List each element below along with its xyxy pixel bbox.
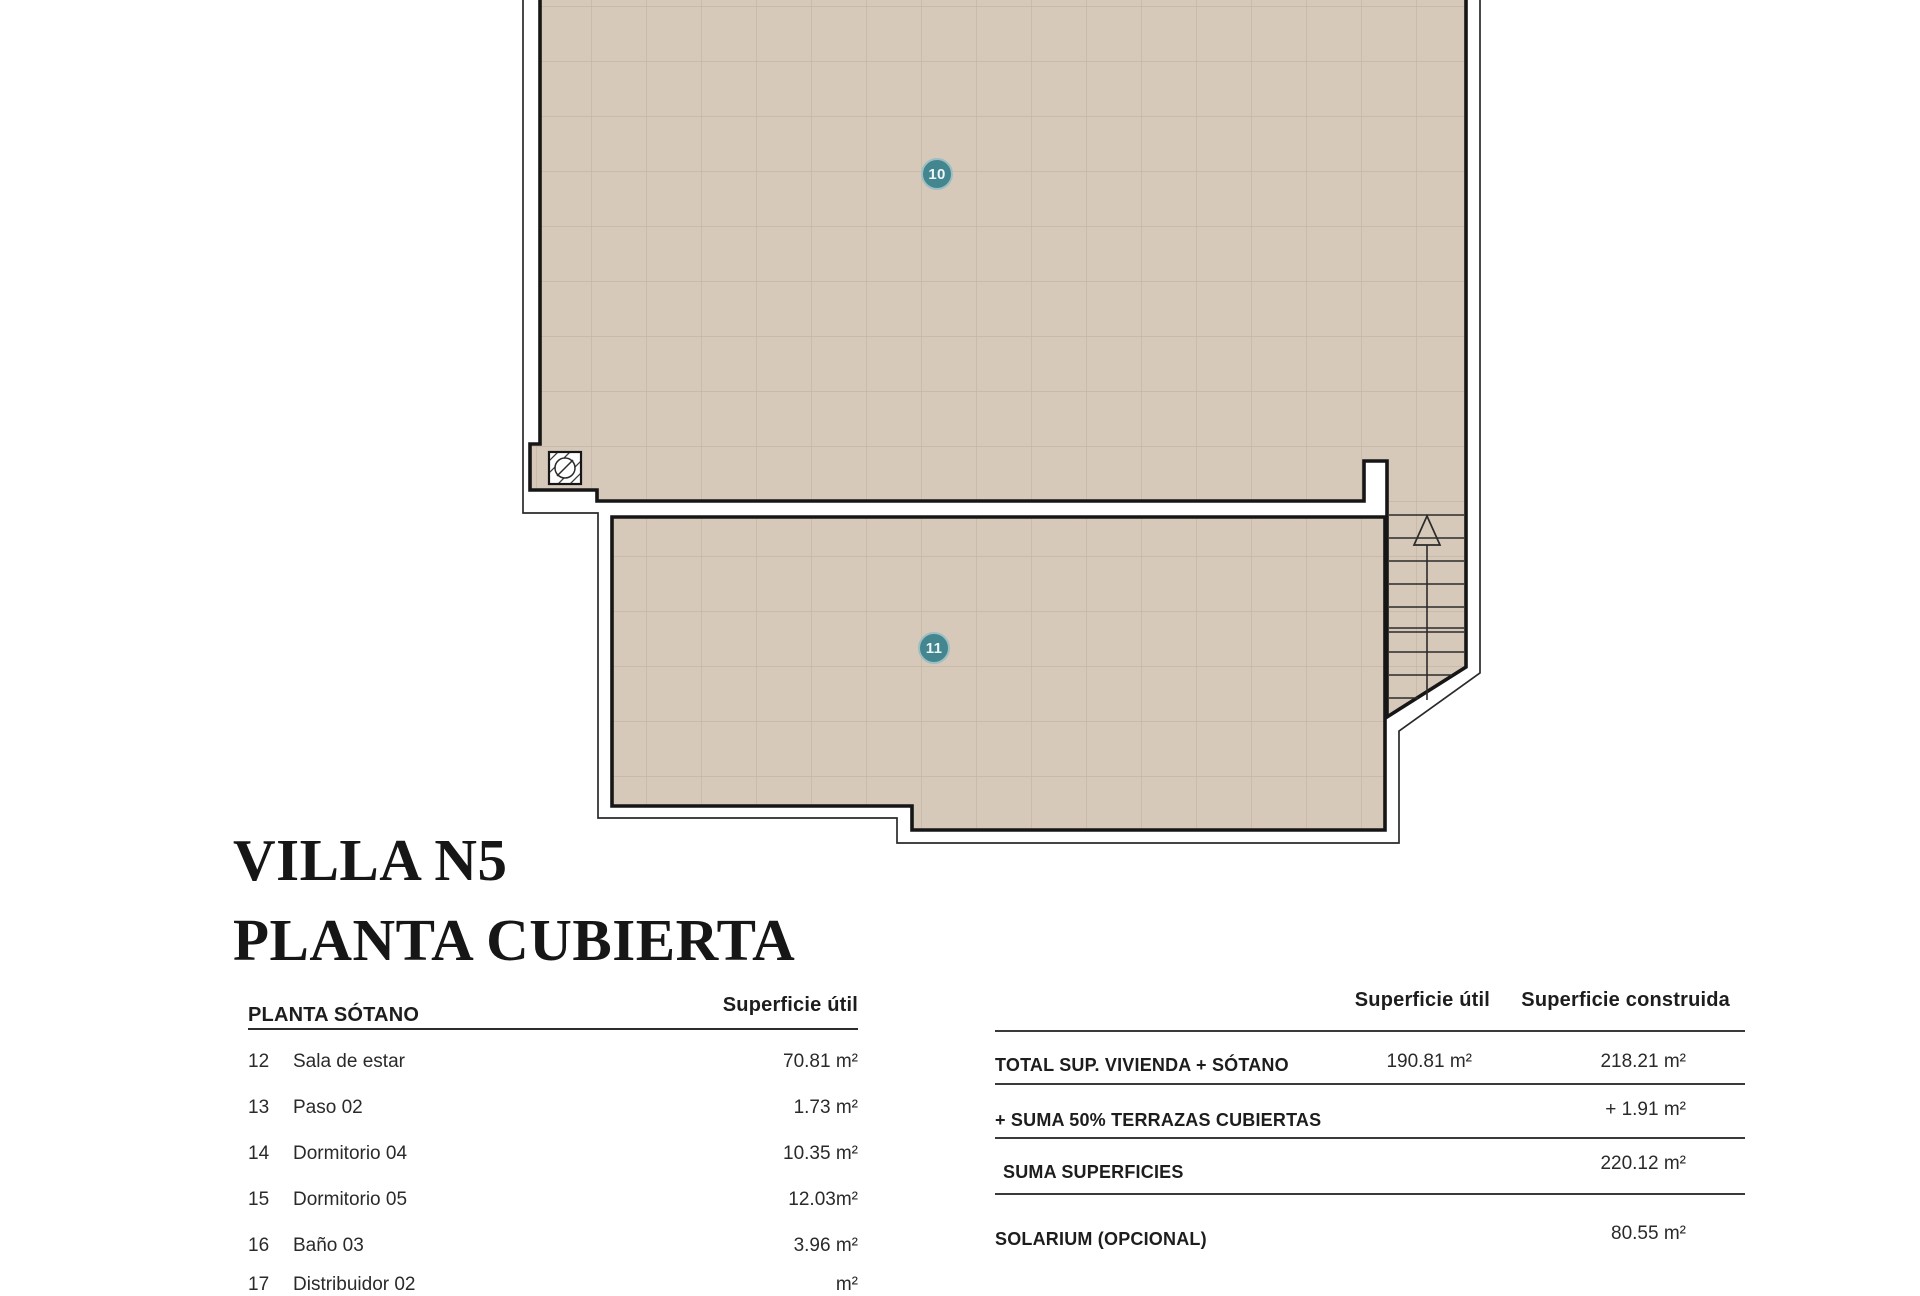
room-marker-10-label: 10 xyxy=(928,165,946,183)
terrazas-row-construida: + 1.91 m² xyxy=(1605,1099,1686,1120)
total-row-util: 190.81 m² xyxy=(1386,1051,1472,1072)
page-title xyxy=(233,820,795,980)
row-value: 12.03m² xyxy=(788,1189,858,1210)
clipped-row-num: 17 xyxy=(248,1274,270,1295)
row-num: 13 xyxy=(248,1097,270,1118)
room-marker-10 xyxy=(921,158,953,190)
room-marker-11 xyxy=(918,632,950,664)
left-table-col-superficie-util: Superficie útil xyxy=(722,994,858,1016)
right-table-col-superficie-construida: Superficie construida xyxy=(1521,989,1730,1011)
skylight-symbol-icon xyxy=(544,444,588,492)
right-table-rule-1 xyxy=(995,1030,1745,1032)
row-num: 16 xyxy=(248,1235,270,1256)
row-label: Sala de estar xyxy=(293,1051,405,1072)
solarium-row-label: SOLARIUM (OPCIONAL) xyxy=(995,1229,1207,1249)
suma-row-label: SUMA SUPERFICIES xyxy=(1003,1162,1184,1182)
terrazas-row-label: + SUMA 50% TERRAZAS CUBIERTAS xyxy=(995,1110,1322,1130)
right-table-rule-2 xyxy=(995,1083,1745,1085)
left-table-title: PLANTA SÓTANO xyxy=(248,1004,420,1026)
suma-row-construida: 220.12 m² xyxy=(1600,1153,1686,1174)
left-table-header-rule xyxy=(248,1028,858,1030)
total-row-construida: 218.21 m² xyxy=(1600,1051,1686,1072)
row-num: 14 xyxy=(248,1143,270,1164)
roof-terrace-lower xyxy=(612,517,1385,830)
room-marker-11-label: 11 xyxy=(925,639,943,657)
row-num: 12 xyxy=(248,1051,270,1072)
right-table-col-superficie-util: Superficie útil xyxy=(1354,989,1490,1011)
right-table-rule-3 xyxy=(995,1137,1745,1139)
page-title-line1: VILLA N5 xyxy=(233,827,508,893)
row-label: Dormitorio 05 xyxy=(293,1189,408,1210)
row-value: 70.81 m² xyxy=(783,1051,858,1072)
row-num: 15 xyxy=(248,1189,270,1210)
page-title-line2: PLANTA CUBIERTA xyxy=(233,907,796,973)
row-label: Baño 03 xyxy=(293,1235,364,1256)
solarium-row-construida: 80.55 m² xyxy=(1611,1223,1686,1244)
clipped-row-value: m² xyxy=(835,1274,858,1295)
row-value: 1.73 m² xyxy=(793,1097,858,1118)
clipped-row-label: Distribuidor 02 xyxy=(293,1274,416,1295)
row-label: Dormitorio 04 xyxy=(293,1143,408,1164)
row-value: 3.96 m² xyxy=(793,1235,858,1256)
row-value: 10.35 m² xyxy=(783,1143,858,1164)
right-table-rule-4 xyxy=(995,1193,1745,1195)
total-row-label: TOTAL SUP. VIVIENDA + SÓTANO xyxy=(995,1055,1289,1075)
row-label: Paso 02 xyxy=(293,1097,363,1118)
